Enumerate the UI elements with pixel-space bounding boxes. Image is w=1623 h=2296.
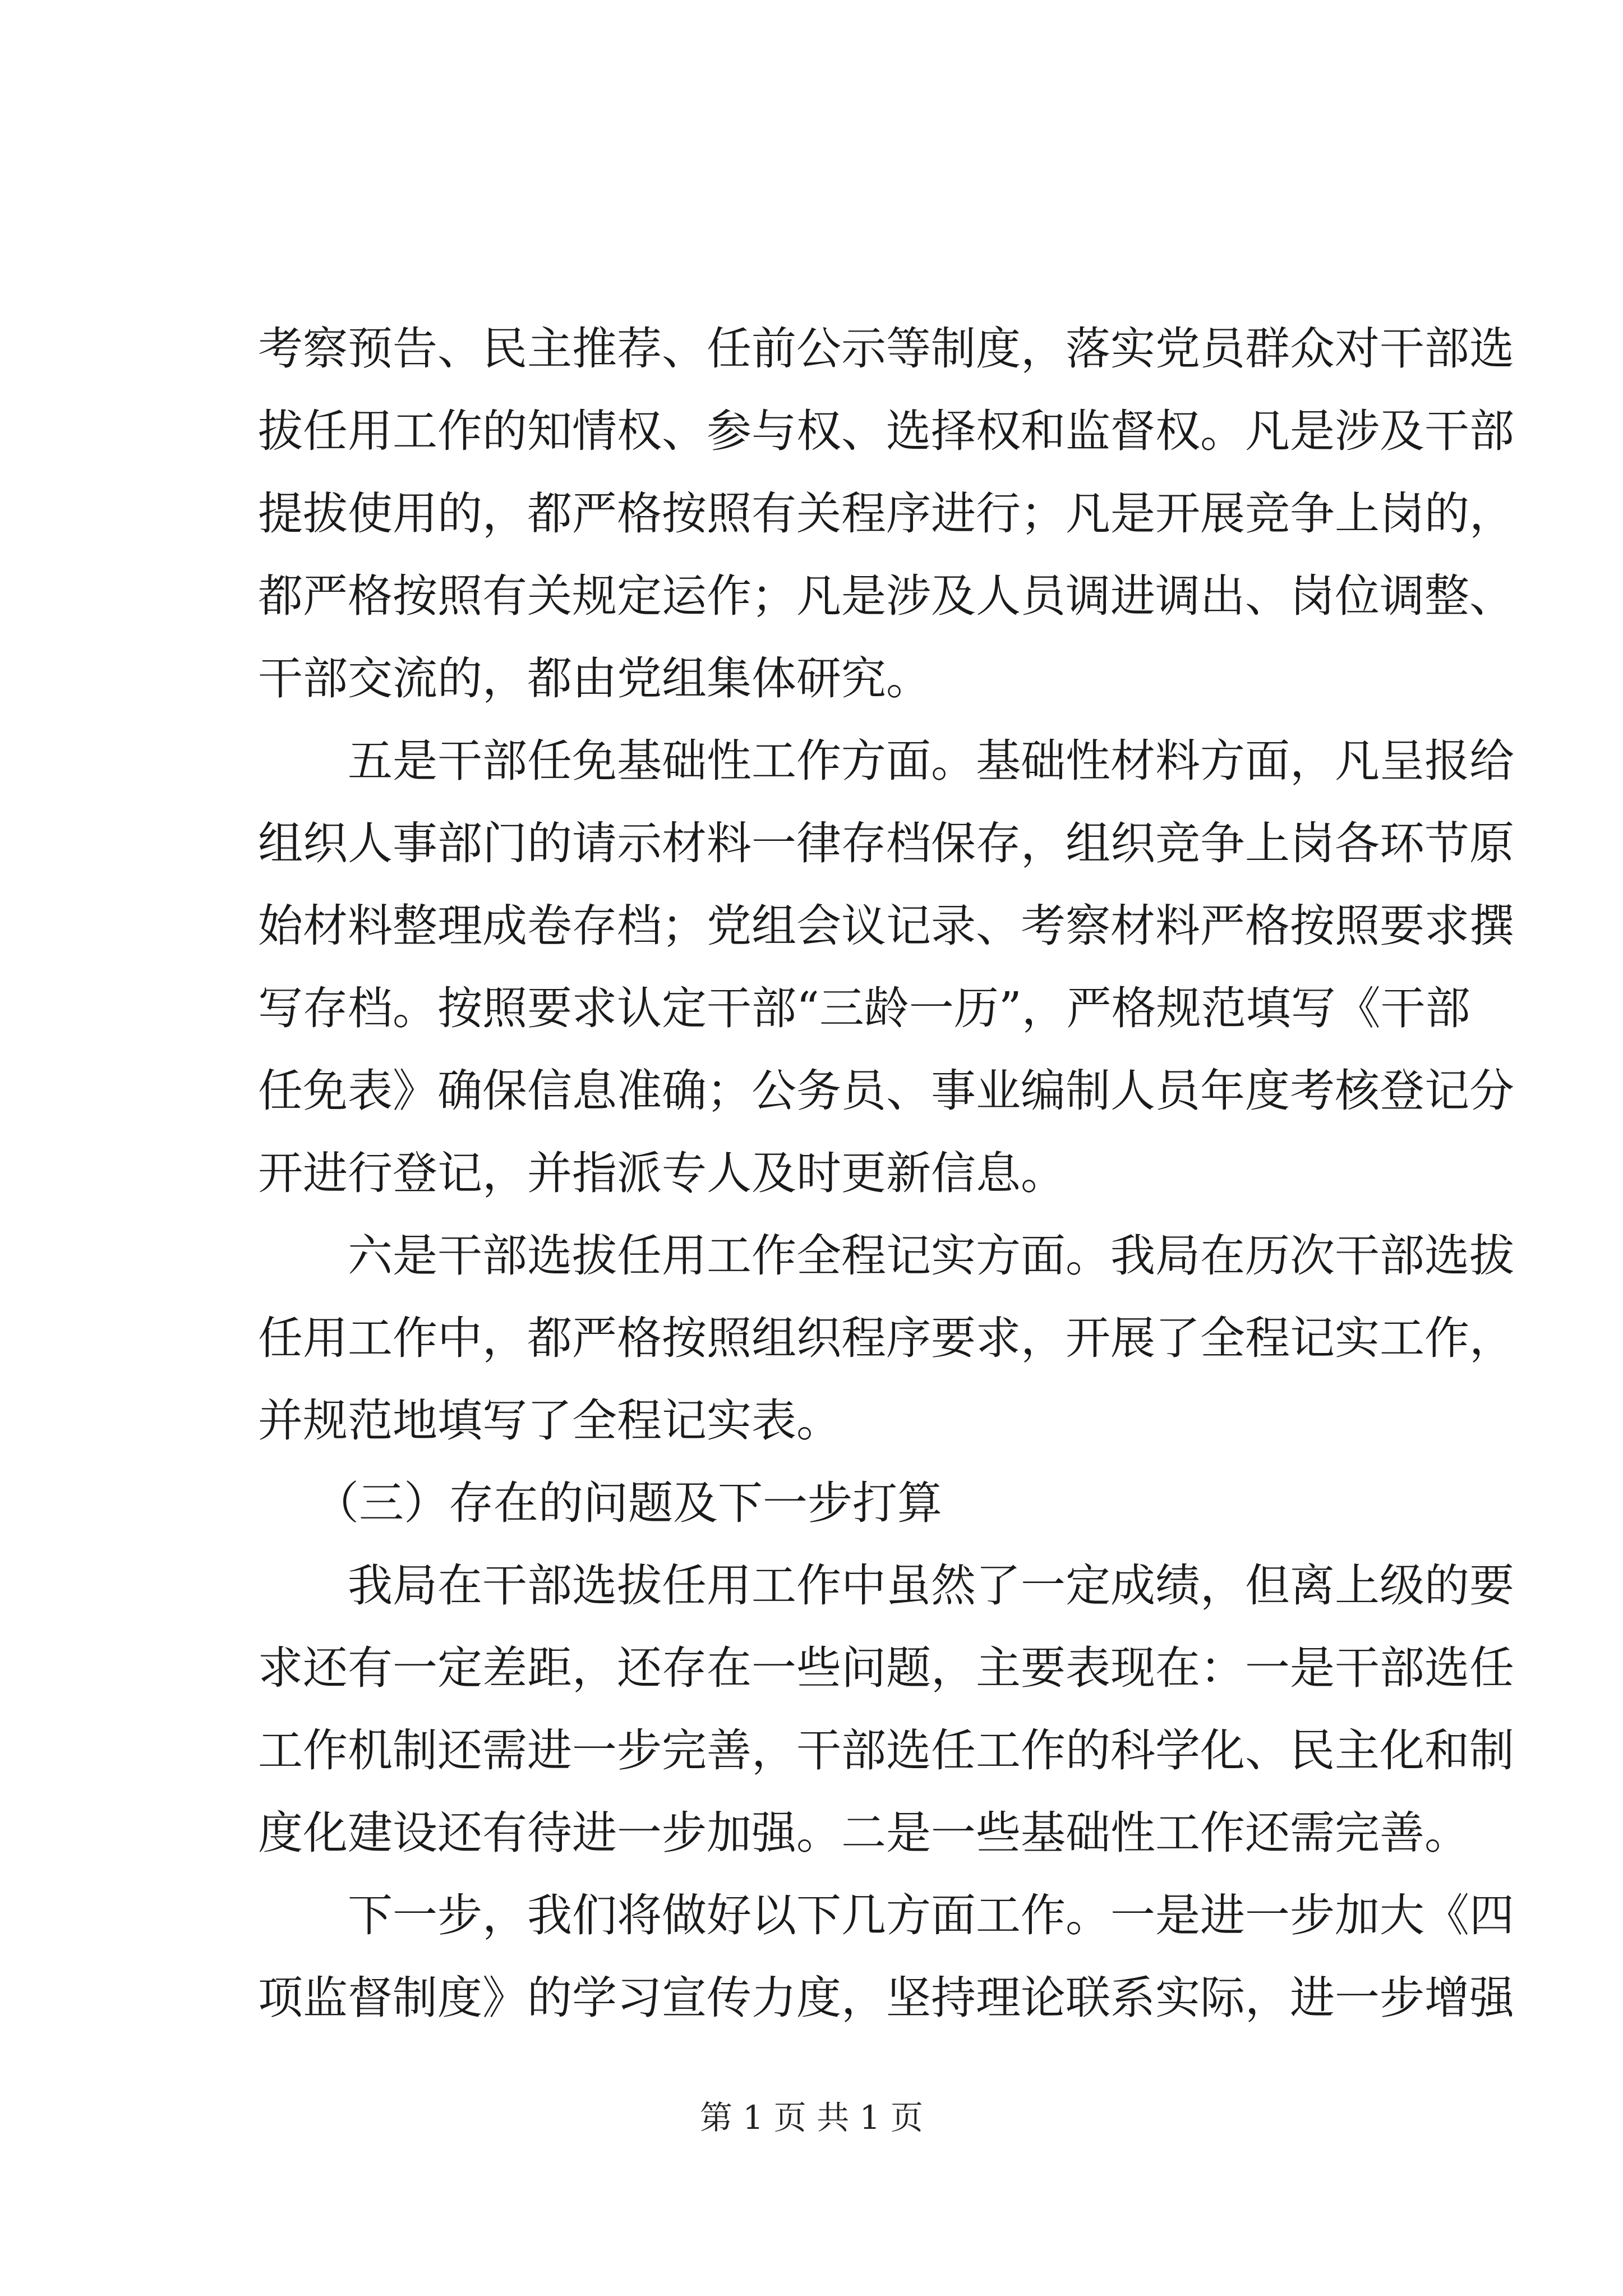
body-line: 提拔使用的，都严格按照有关程序进行；凡是开展竞争上岗的， [258, 487, 1514, 540]
body-line: 组织人事部门的请示材料一律存档保存，组织竞争上岗各环节原 [258, 817, 1514, 869]
body-line: 度化建设还有待进一步加强。二是一些基础性工作还需完善。 [258, 1807, 1469, 1859]
body-line: 工作机制还需进一步完善，干部选任工作的科学化、民主化和制 [258, 1724, 1514, 1777]
body-line: 考察预告、民主推荐、任前公示等制度，落实党员群众对干部选 [258, 323, 1514, 375]
body-line: 并规范地填写了全程记实表。 [258, 1395, 841, 1447]
body-line: 任免表》确保信息准确；公务员、事业编制人员年度考核登记分 [258, 1065, 1514, 1117]
paragraph-first-line: 我局在干部选拔任用工作中虽然了一定成绩，但离上级的要 [348, 1559, 1514, 1612]
body-line: 始材料整理成卷存档；党组会议记录、考察材料严格按照要求撰 [258, 900, 1514, 952]
document-body [258, 307, 1514, 2039]
paragraph-first-line: 五是干部任免基础性工作方面。基础性材料方面，凡呈报给 [348, 735, 1514, 787]
body-line: 写存档。按照要求认定干部“三龄一历”，严格规范填写《干部 [258, 982, 1470, 1034]
paragraph-first-line: 下一步，我们将做好以下几方面工作。一是进一步加大《四 [348, 1889, 1514, 1941]
body-line: 开进行登记，并指派专人及时更新信息。 [258, 1147, 1066, 1199]
body-line: 都严格按照有关规定运作；凡是涉及人员调进调出、岗位调整、 [258, 570, 1514, 622]
paragraph-first-line: 六是干部选拔任用工作全程记实方面。我局在历次干部选拔 [348, 1230, 1514, 1282]
body-line: 任用工作中，都严格按照组织程序要求，开展了全程记实工作， [258, 1312, 1514, 1364]
body-line: 项监督制度》的学习宣传力度，坚持理论联系实际，进一步增强 [258, 1972, 1514, 2024]
page-footer: 第 1 页 共 1 页 [700, 2099, 923, 2137]
body-line: 求还有一定差距，还存在一些问题，主要表现在：一是干部选任 [258, 1642, 1514, 1694]
body-line: 干部交流的，都由党组集体研究。 [258, 652, 931, 705]
section-heading: （三）存在的问题及下一步打算 [314, 1477, 942, 1529]
body-line: 拔任用工作的知情权、参与权、选择权和监督权。凡是涉及干部 [258, 405, 1514, 457]
